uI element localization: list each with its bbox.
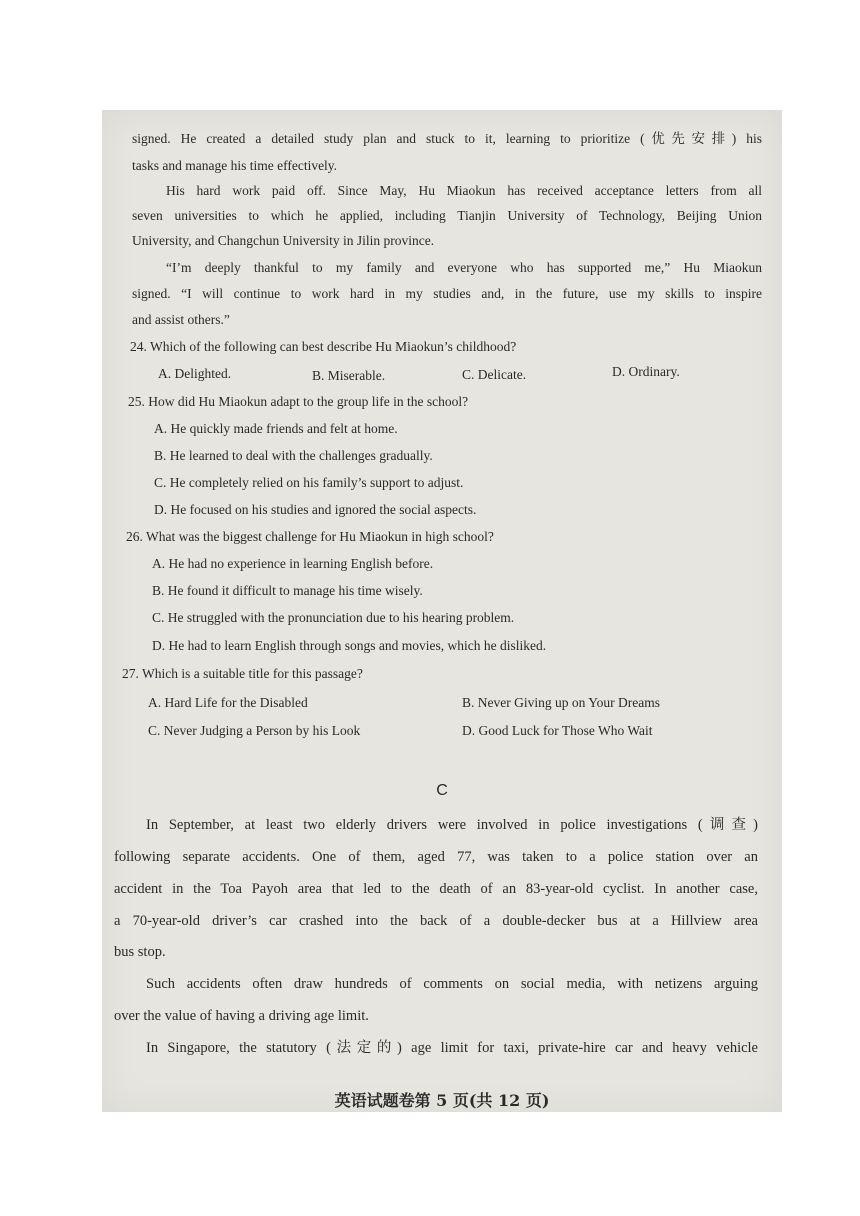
option-d[interactable]: D. Ordinary. bbox=[612, 364, 680, 379]
option-a[interactable]: A. He quickly made friends and felt at home. bbox=[154, 421, 398, 436]
paragraph-line: signed. He created a detailed study plan and stuck to it, learning to prioritize (优先安排) his bbox=[132, 131, 762, 146]
paragraph-line: University, and Changchun University in Jilin province. bbox=[132, 233, 435, 248]
option-c[interactable]: C. Never Judging a Person by his Look bbox=[148, 723, 361, 738]
question-stem: 27. Which is a suitable title for this passage? bbox=[122, 666, 363, 681]
paragraph-line: tasks and manage his time effectively. bbox=[132, 158, 338, 173]
paragraph-line: His hard work paid off. Since May, Hu Miaokun has received acceptance letters from all bbox=[166, 183, 762, 198]
paragraph-line: a 70-year-old driver’s car crashed into the back of a double-decker bus at a Hillview area bbox=[114, 913, 758, 929]
option-a[interactable]: A. Delighted. bbox=[158, 366, 232, 381]
paragraph-line: bus stop. bbox=[114, 944, 166, 960]
option-b[interactable]: B. He found it difficult to manage his time wisely. bbox=[152, 583, 423, 598]
paragraph-line: seven universities to which he applied, including Tianjin University of Technology, Beijing Union bbox=[132, 208, 762, 223]
question-stem: 26. What was the biggest challenge for Hu Miaokun in high school? bbox=[126, 529, 494, 544]
paragraph-line: Such accidents often draw hundreds of comments on social media, with netizens arguing bbox=[146, 976, 758, 992]
question-stem: 25. How did Hu Miaokun adapt to the group life in the school? bbox=[128, 394, 469, 409]
option-d[interactable]: D. He had to learn English through songs and movies, which he disliked. bbox=[152, 638, 547, 653]
page-footer: 英语试题卷第 5 页(共 12 页) bbox=[334, 1091, 550, 1110]
paragraph-line: and assist others.” bbox=[132, 312, 230, 327]
question-stem: 24. Which of the following can best describe Hu Miaokun’s childhood? bbox=[130, 339, 517, 354]
exam-page bbox=[102, 110, 782, 1112]
option-b[interactable]: B. Never Giving up on Your Dreams bbox=[462, 695, 660, 710]
paragraph-line: signed. “I will continue to work hard in my studies and, in the future, use my skills to inspire bbox=[132, 286, 762, 301]
option-d[interactable]: D. Good Luck for Those Who Wait bbox=[462, 723, 653, 738]
option-a[interactable]: A. Hard Life for the Disabled bbox=[148, 695, 308, 710]
paragraph-line: accident in the Toa Payoh area that led to the death of an 83-year-old cyclist. In another case, bbox=[114, 881, 758, 897]
option-b[interactable]: B. Miserable. bbox=[312, 368, 386, 383]
section-heading: C bbox=[436, 782, 448, 799]
option-c[interactable]: C. He struggled with the pronunciation due to his hearing problem. bbox=[152, 610, 515, 625]
paragraph-line: following separate accidents. One of them, aged 77, was taken to a police station over an bbox=[114, 849, 758, 865]
paragraph-line: In Singapore, the statutory (法定的) age limit for taxi, private-hire car and heavy vehicle bbox=[146, 1040, 758, 1056]
option-d[interactable]: D. He focused on his studies and ignored the social aspects. bbox=[154, 502, 477, 517]
option-a[interactable]: A. He had no experience in learning English before. bbox=[152, 556, 434, 571]
paragraph-line: In September, at least two elderly drivers were involved in police investigations (调查) bbox=[146, 817, 758, 833]
option-b[interactable]: B. He learned to deal with the challenges gradually. bbox=[154, 448, 433, 463]
option-c[interactable]: C. Delicate. bbox=[462, 367, 527, 382]
paragraph-line: over the value of having a driving age limit. bbox=[114, 1008, 369, 1024]
paragraph-line: “I’m deeply thankful to my family and everyone who has supported me,” Hu Miaokun bbox=[166, 260, 762, 275]
option-c[interactable]: C. He completely relied on his family’s support to adjust. bbox=[154, 475, 464, 490]
